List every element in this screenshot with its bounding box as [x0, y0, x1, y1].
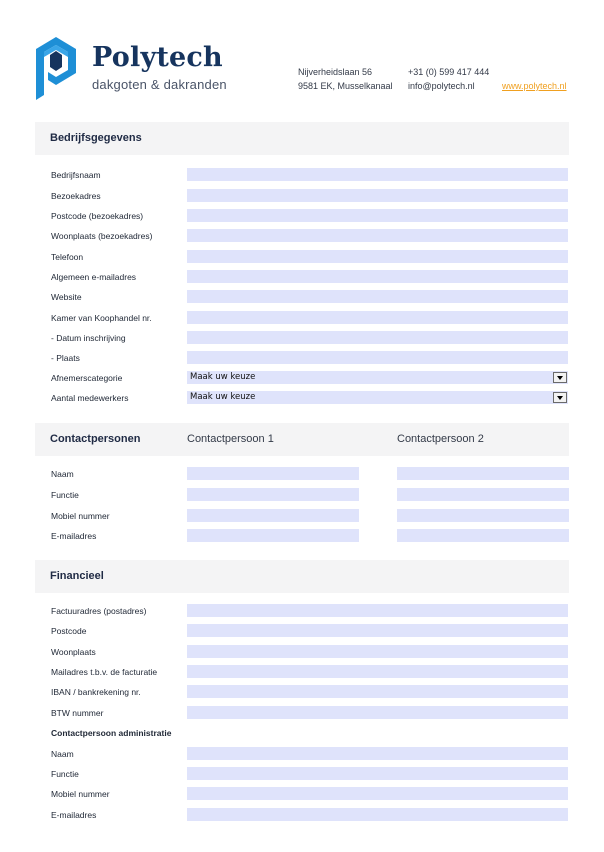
email-text: info@polytech.nl	[408, 81, 475, 91]
btw-nummer-input[interactable]	[187, 706, 568, 719]
section-company-header	[35, 122, 569, 155]
form-row	[0, 665, 604, 679]
address-block	[298, 65, 393, 93]
mobiel-nummer-contact-2-input[interactable]	[397, 509, 569, 522]
field-label: Functie	[51, 490, 79, 500]
address-line-city: 9581 EK, Musselkanaal	[298, 81, 393, 91]
field-label: Functie	[51, 769, 79, 779]
field-label: Website	[51, 292, 82, 302]
field-label: Telefoon	[51, 252, 84, 262]
admin-e-mailadres-input[interactable]	[187, 808, 568, 821]
dropdown-arrow-icon[interactable]	[553, 392, 567, 403]
e-mailadres-contact-2-input[interactable]	[397, 529, 569, 542]
select-value: Maak uw keuze	[190, 392, 256, 402]
field-label: Mailadres t.b.v. de facturatie	[51, 667, 158, 677]
field-label: Naam	[51, 749, 74, 759]
postcode-input[interactable]	[187, 624, 568, 637]
form-row	[0, 706, 604, 720]
form-row	[0, 331, 604, 345]
aantal-medewerkers-select[interactable]	[187, 391, 568, 404]
field-label: Kamer van Koophandel nr.	[51, 313, 152, 323]
form-row	[0, 290, 604, 304]
telefoon-input[interactable]	[187, 250, 568, 263]
field-label: Mobiel nummer	[51, 789, 110, 799]
form-row	[0, 311, 604, 325]
form-row	[0, 270, 604, 284]
form-row	[0, 189, 604, 203]
woonplaats-input[interactable]	[187, 645, 568, 658]
field-label: Algemeen e-mailadres	[51, 272, 137, 282]
form-row	[0, 624, 604, 638]
dropdown-arrow-icon[interactable]	[553, 372, 567, 383]
field-label: - Plaats	[51, 353, 80, 363]
section-finance-header	[35, 560, 569, 593]
field-label: Mobiel nummer	[51, 511, 110, 521]
field-label: Woonplaats (bezoekadres)	[51, 231, 153, 241]
field-label: BTW nummer	[51, 708, 104, 718]
form-row	[0, 209, 604, 223]
field-label: Postcode	[51, 626, 87, 636]
polytech-logo-icon	[34, 33, 78, 101]
field-label: Naam	[51, 469, 74, 479]
form-row	[0, 747, 604, 761]
field-label: Woonplaats	[51, 647, 96, 657]
functie-contact-1-input[interactable]	[187, 488, 359, 501]
naam-contact-1-input[interactable]	[187, 467, 359, 480]
form-row	[0, 391, 604, 405]
functie-contact-2-input[interactable]	[397, 488, 569, 501]
select-value: Maak uw keuze	[190, 372, 256, 382]
form-row	[0, 604, 604, 618]
form-row	[0, 351, 604, 365]
field-label: Afnemerscategorie	[51, 373, 123, 383]
admin-contact-heading: Contactpersoon administratie	[51, 728, 172, 738]
iban-bankrekening-nr-input[interactable]	[187, 685, 568, 698]
field-label: Factuuradres (postadres)	[51, 606, 147, 616]
factuuradres-postadres-input[interactable]	[187, 604, 568, 617]
field-label: Bedrijfsnaam	[51, 170, 101, 180]
brand-tagline: dakgoten & dakranden	[92, 77, 227, 92]
phone-text: +31 (0) 599 417 444	[408, 67, 490, 77]
form-row	[0, 371, 604, 385]
plaats-input[interactable]	[187, 351, 568, 364]
admin-mobiel-nummer-input[interactable]	[187, 787, 568, 800]
bezoekadres-input[interactable]	[187, 189, 568, 202]
e-mailadres-contact-1-input[interactable]	[187, 529, 359, 542]
form-row	[0, 645, 604, 659]
field-label: E-mailadres	[51, 531, 97, 541]
afnemerscategorie-select[interactable]	[187, 371, 568, 384]
admin-functie-input[interactable]	[187, 767, 568, 780]
form-row	[0, 767, 604, 781]
algemeen-e-mailadres-input[interactable]	[187, 270, 568, 283]
website-input[interactable]	[187, 290, 568, 303]
field-label: IBAN / bankrekening nr.	[51, 687, 141, 697]
section-title: Financieel	[50, 570, 104, 582]
naam-contact-2-input[interactable]	[397, 467, 569, 480]
admin-naam-input[interactable]	[187, 747, 568, 760]
section-title: Contactpersonen	[50, 433, 141, 445]
form-row	[0, 808, 604, 822]
admin-heading-row	[0, 726, 604, 740]
field-label: Postcode (bezoekadres)	[51, 211, 144, 221]
form-row	[0, 467, 604, 481]
form-row	[0, 529, 604, 543]
address-line-street: Nijverheidslaan 56	[298, 67, 373, 77]
section-title: Bedrijfsgegevens	[50, 132, 142, 144]
column-head-contact-1: Contactpersoon 1	[187, 433, 274, 445]
form-row	[0, 488, 604, 502]
column-head-contact-2: Contactpersoon 2	[397, 433, 484, 445]
field-label: Bezoekadres	[51, 191, 101, 201]
woonplaats-bezoekadres-input[interactable]	[187, 229, 568, 242]
field-label: E-mailadres	[51, 810, 97, 820]
mobiel-nummer-contact-1-input[interactable]	[187, 509, 359, 522]
datum-inschrijving-input[interactable]	[187, 331, 568, 344]
kamer-van-koophandel-nr-input[interactable]	[187, 311, 568, 324]
form-row	[0, 509, 604, 523]
bedrijfsnaam-input[interactable]	[187, 168, 568, 181]
form-row	[0, 787, 604, 801]
website-link[interactable]: www.polytech.nl	[502, 81, 567, 91]
form-row	[0, 250, 604, 264]
form-row	[0, 685, 604, 699]
field-label: - Datum inschrijving	[51, 333, 126, 343]
postcode-bezoekadres-input[interactable]	[187, 209, 568, 222]
field-label: Aantal medewerkers	[51, 393, 129, 403]
form-row	[0, 229, 604, 243]
website-block	[502, 79, 567, 93]
form-row	[0, 168, 604, 182]
brand-name: Polytech	[92, 42, 223, 73]
section-contacts-header	[35, 423, 569, 456]
mailadres-t-b-v-de-facturatie-input[interactable]	[187, 665, 568, 678]
contact-block	[408, 65, 489, 93]
